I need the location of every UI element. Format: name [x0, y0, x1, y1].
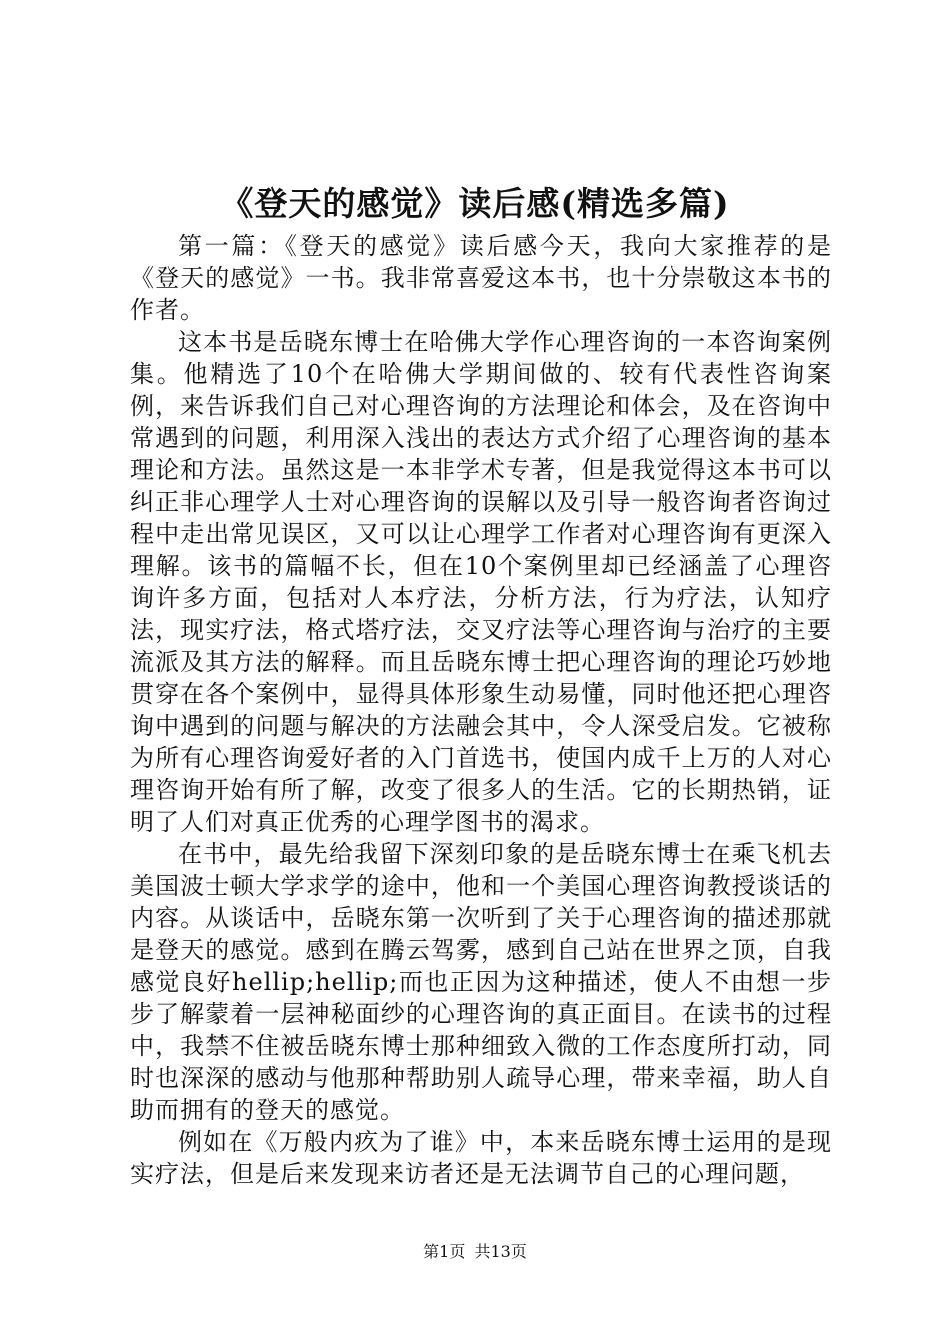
- paragraph: 这本书是岳晓东博士在哈佛大学作心理咨询的一本咨询案例集。他精选了10个在哈佛大学期间做的、较有代表性咨询案例，来告诉我们自己对心理咨询的方法理论和体会，及在咨询中常遇到的问题，利用深入浅出的表达方式介绍了心理咨询的基本理论和方法。虽然这是一本非学术专著，但是我觉得这本书可以纠正非心理学人士对心理咨询的误解以及引导一般咨询者咨询过程中走出常见误区，又可以让心理学工作者对心理咨询有更深入理解。该书的篇幅不长，但在10个案例里却已经涵盖了心理咨询许多方面，包括对人本疗法，分析方法，行为疗法，认知疗法，现实疗法，格式塔疗法，交叉疗法等心理咨询与治疗的主要流派及其方法的解释。而且岳晓东博士把心理咨询的理论巧妙地贯穿在各个案例中，显得具体形象生动易懂，同时他还把心理咨询中遇到的问题与解决的方法融会其中，令人深受启发。它被称为所有心理咨询爱好者的入门首选书，使国内成千上万的人对心理咨询开始有所了解，改变了很多人的生活。它的长期热销，证明了人们对真正优秀的心理学图书的渴求。: [130, 328, 832, 836]
- paragraph: 在书中，最先给我留下深刻印象的是岳晓东博士在乘飞机去美国波士顿大学求学的途中，他和一个美国心理咨询教授谈话的内容。从谈话中，岳晓东第一次听到了关于心理咨询的描述那就是登天的感觉。感到在腾云驾雾，感到自己站在世界之顶，自我感觉良好hellip;hellip;而也正因为这种描述，使人不由想一步步了解蒙着一层神秘面纱的心理咨询的真正面目。在读书的过程中，我禁不住被岳晓东博士那种细致入微的工作态度所打动，同时也深深的感动与他那种帮助别人疏导心理，带来幸福，助人自助而拥有的登天的感觉。: [130, 840, 832, 1124]
- document-body: [130, 230, 832, 1190]
- paragraph: 例如在《万般内疚为了谁》中，本来岳晓东博士运用的是现实疗法，但是后来发现来访者还是无法调节自己的心理问题，: [130, 1128, 832, 1188]
- page-total: 共13页: [474, 1242, 527, 1261]
- page-footer: [0, 1240, 950, 1264]
- document-title: 《登天的感觉》读后感(精选多篇): [220, 184, 730, 223]
- paragraph: 第一篇：《登天的感觉》读后感今天，我向大家推荐的是《登天的感觉》一书。我非常喜爱这本书，也十分崇敬这本书的作者。: [130, 232, 832, 324]
- page-number: 第1页: [423, 1242, 466, 1261]
